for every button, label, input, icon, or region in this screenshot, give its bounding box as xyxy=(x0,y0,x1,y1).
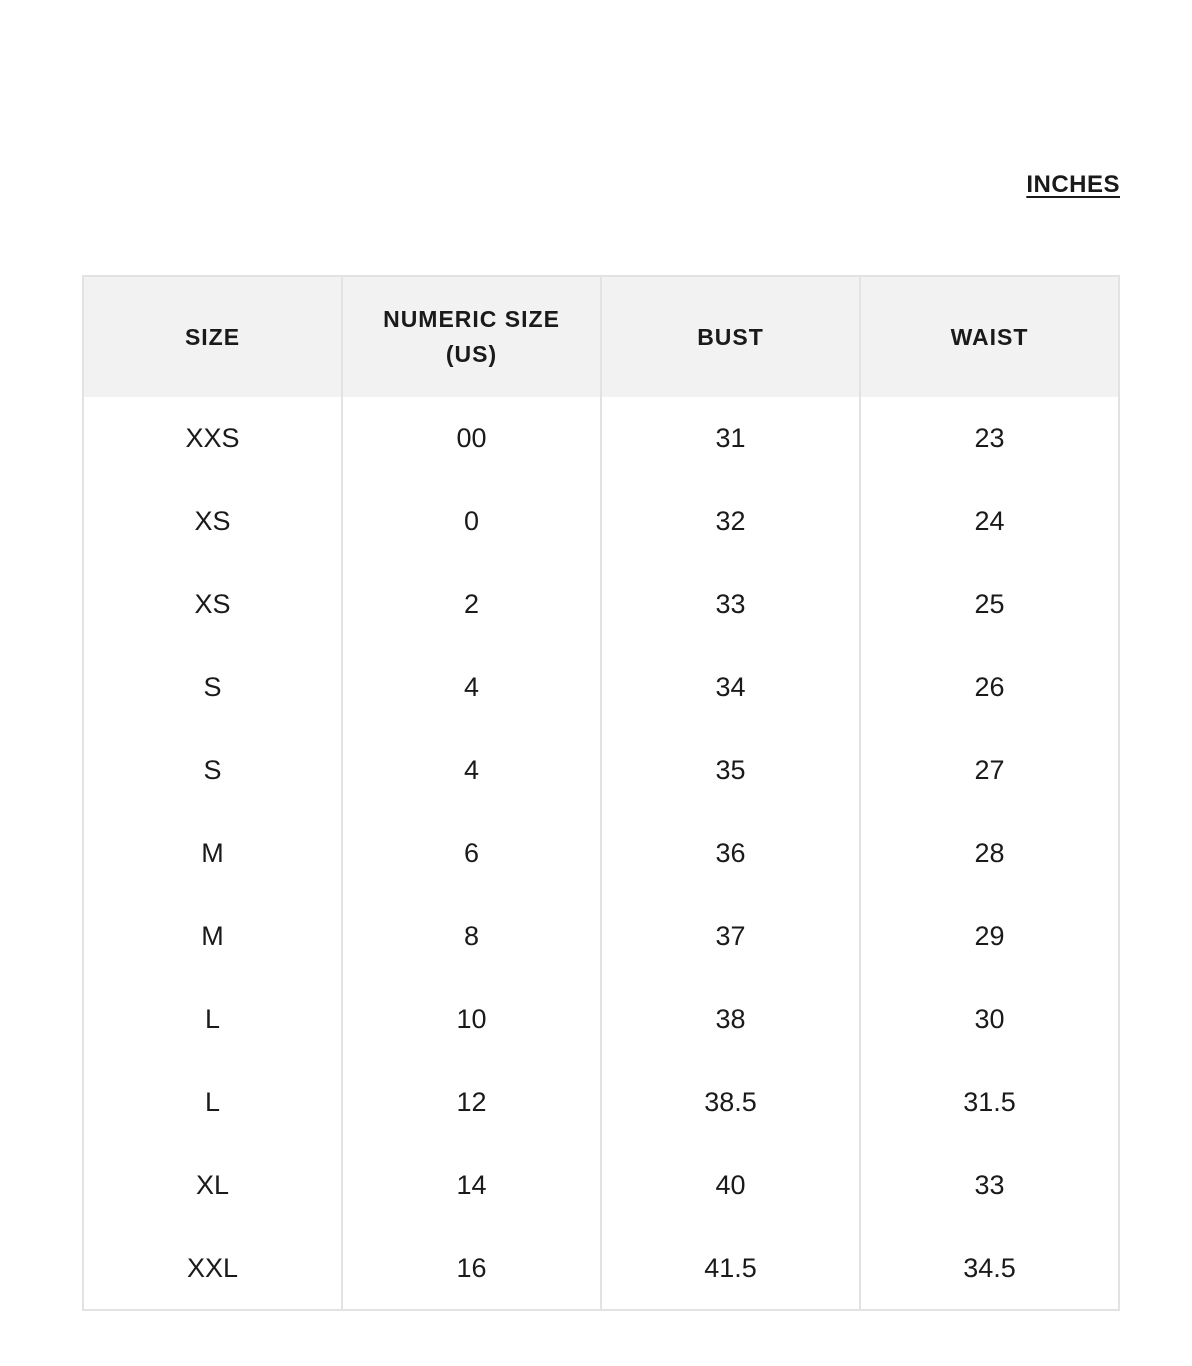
table-row xyxy=(83,563,1119,646)
table-row xyxy=(83,646,1119,729)
header-row xyxy=(83,276,1119,397)
waist-cell: 28 xyxy=(860,812,1119,895)
size-chart-body xyxy=(83,397,1119,1310)
waist-cell: 30 xyxy=(860,978,1119,1061)
numeric-size-cell: 14 xyxy=(342,1144,601,1227)
table-row xyxy=(83,729,1119,812)
waist-cell: 29 xyxy=(860,895,1119,978)
waist-cell: 23 xyxy=(860,397,1119,480)
size-cell: S xyxy=(203,755,222,785)
table-row xyxy=(83,978,1119,1061)
bust-cell: 33 xyxy=(601,563,860,646)
numeric-size-cell: 2 xyxy=(342,563,601,646)
numeric-size-cell: 10 xyxy=(342,978,601,1061)
size-cell: S xyxy=(203,672,222,702)
size-cell: L xyxy=(204,1004,221,1034)
numeric-size-cell: 4 xyxy=(342,646,601,729)
size-cell: XXL xyxy=(186,1252,239,1283)
waist-cell: 25 xyxy=(860,563,1119,646)
waist-cell: 33 xyxy=(860,1144,1119,1227)
size-cell: XS xyxy=(194,589,231,619)
waist-cell: 31.5 xyxy=(860,1061,1119,1144)
table-row xyxy=(83,1227,1119,1310)
size-cell: M xyxy=(201,838,224,868)
header-bust: BUST xyxy=(601,276,860,397)
table-row xyxy=(83,1144,1119,1227)
bust-cell: 31 xyxy=(601,397,860,480)
header-numeric-size: NUMERIC SIZE (US) xyxy=(342,276,601,397)
table-row xyxy=(83,480,1119,563)
bust-cell: 34 xyxy=(601,646,860,729)
table-row xyxy=(83,812,1119,895)
bust-cell: 38.5 xyxy=(601,1061,860,1144)
table-row xyxy=(83,1061,1119,1144)
inches-unit-toggle[interactable]: INCHES xyxy=(1026,171,1120,198)
bust-cell: 32 xyxy=(601,480,860,563)
numeric-size-cell: 8 xyxy=(342,895,601,978)
waist-cell: 27 xyxy=(860,729,1119,812)
size-cell: XS xyxy=(194,506,231,536)
bust-cell: 36 xyxy=(601,812,860,895)
numeric-size-cell: 00 xyxy=(342,397,601,480)
numeric-size-cell: 16 xyxy=(342,1227,601,1310)
table-row xyxy=(83,895,1119,978)
size-cell: XL xyxy=(195,1170,230,1200)
size-cell: XXS xyxy=(185,423,240,453)
bust-cell: 40 xyxy=(601,1144,860,1227)
bust-cell: 38 xyxy=(601,978,860,1061)
size-chart-table xyxy=(82,275,1120,1311)
numeric-size-cell: 6 xyxy=(342,812,601,895)
table-row xyxy=(83,397,1119,480)
waist-cell: 34.5 xyxy=(860,1227,1119,1310)
bust-cell: 41.5 xyxy=(601,1227,860,1310)
numeric-size-cell: 4 xyxy=(342,729,601,812)
size-cell: M xyxy=(201,921,224,951)
bust-cell: 37 xyxy=(601,895,860,978)
numeric-size-cell: 12 xyxy=(342,1061,601,1144)
header-size: SIZE xyxy=(184,323,241,350)
waist-cell: 24 xyxy=(860,480,1119,563)
size-chart-header xyxy=(83,276,1119,397)
waist-cell: 26 xyxy=(860,646,1119,729)
size-cell: L xyxy=(204,1087,221,1117)
header-waist: WAIST xyxy=(860,276,1119,397)
bust-cell: 35 xyxy=(601,729,860,812)
numeric-size-cell: 0 xyxy=(342,480,601,563)
